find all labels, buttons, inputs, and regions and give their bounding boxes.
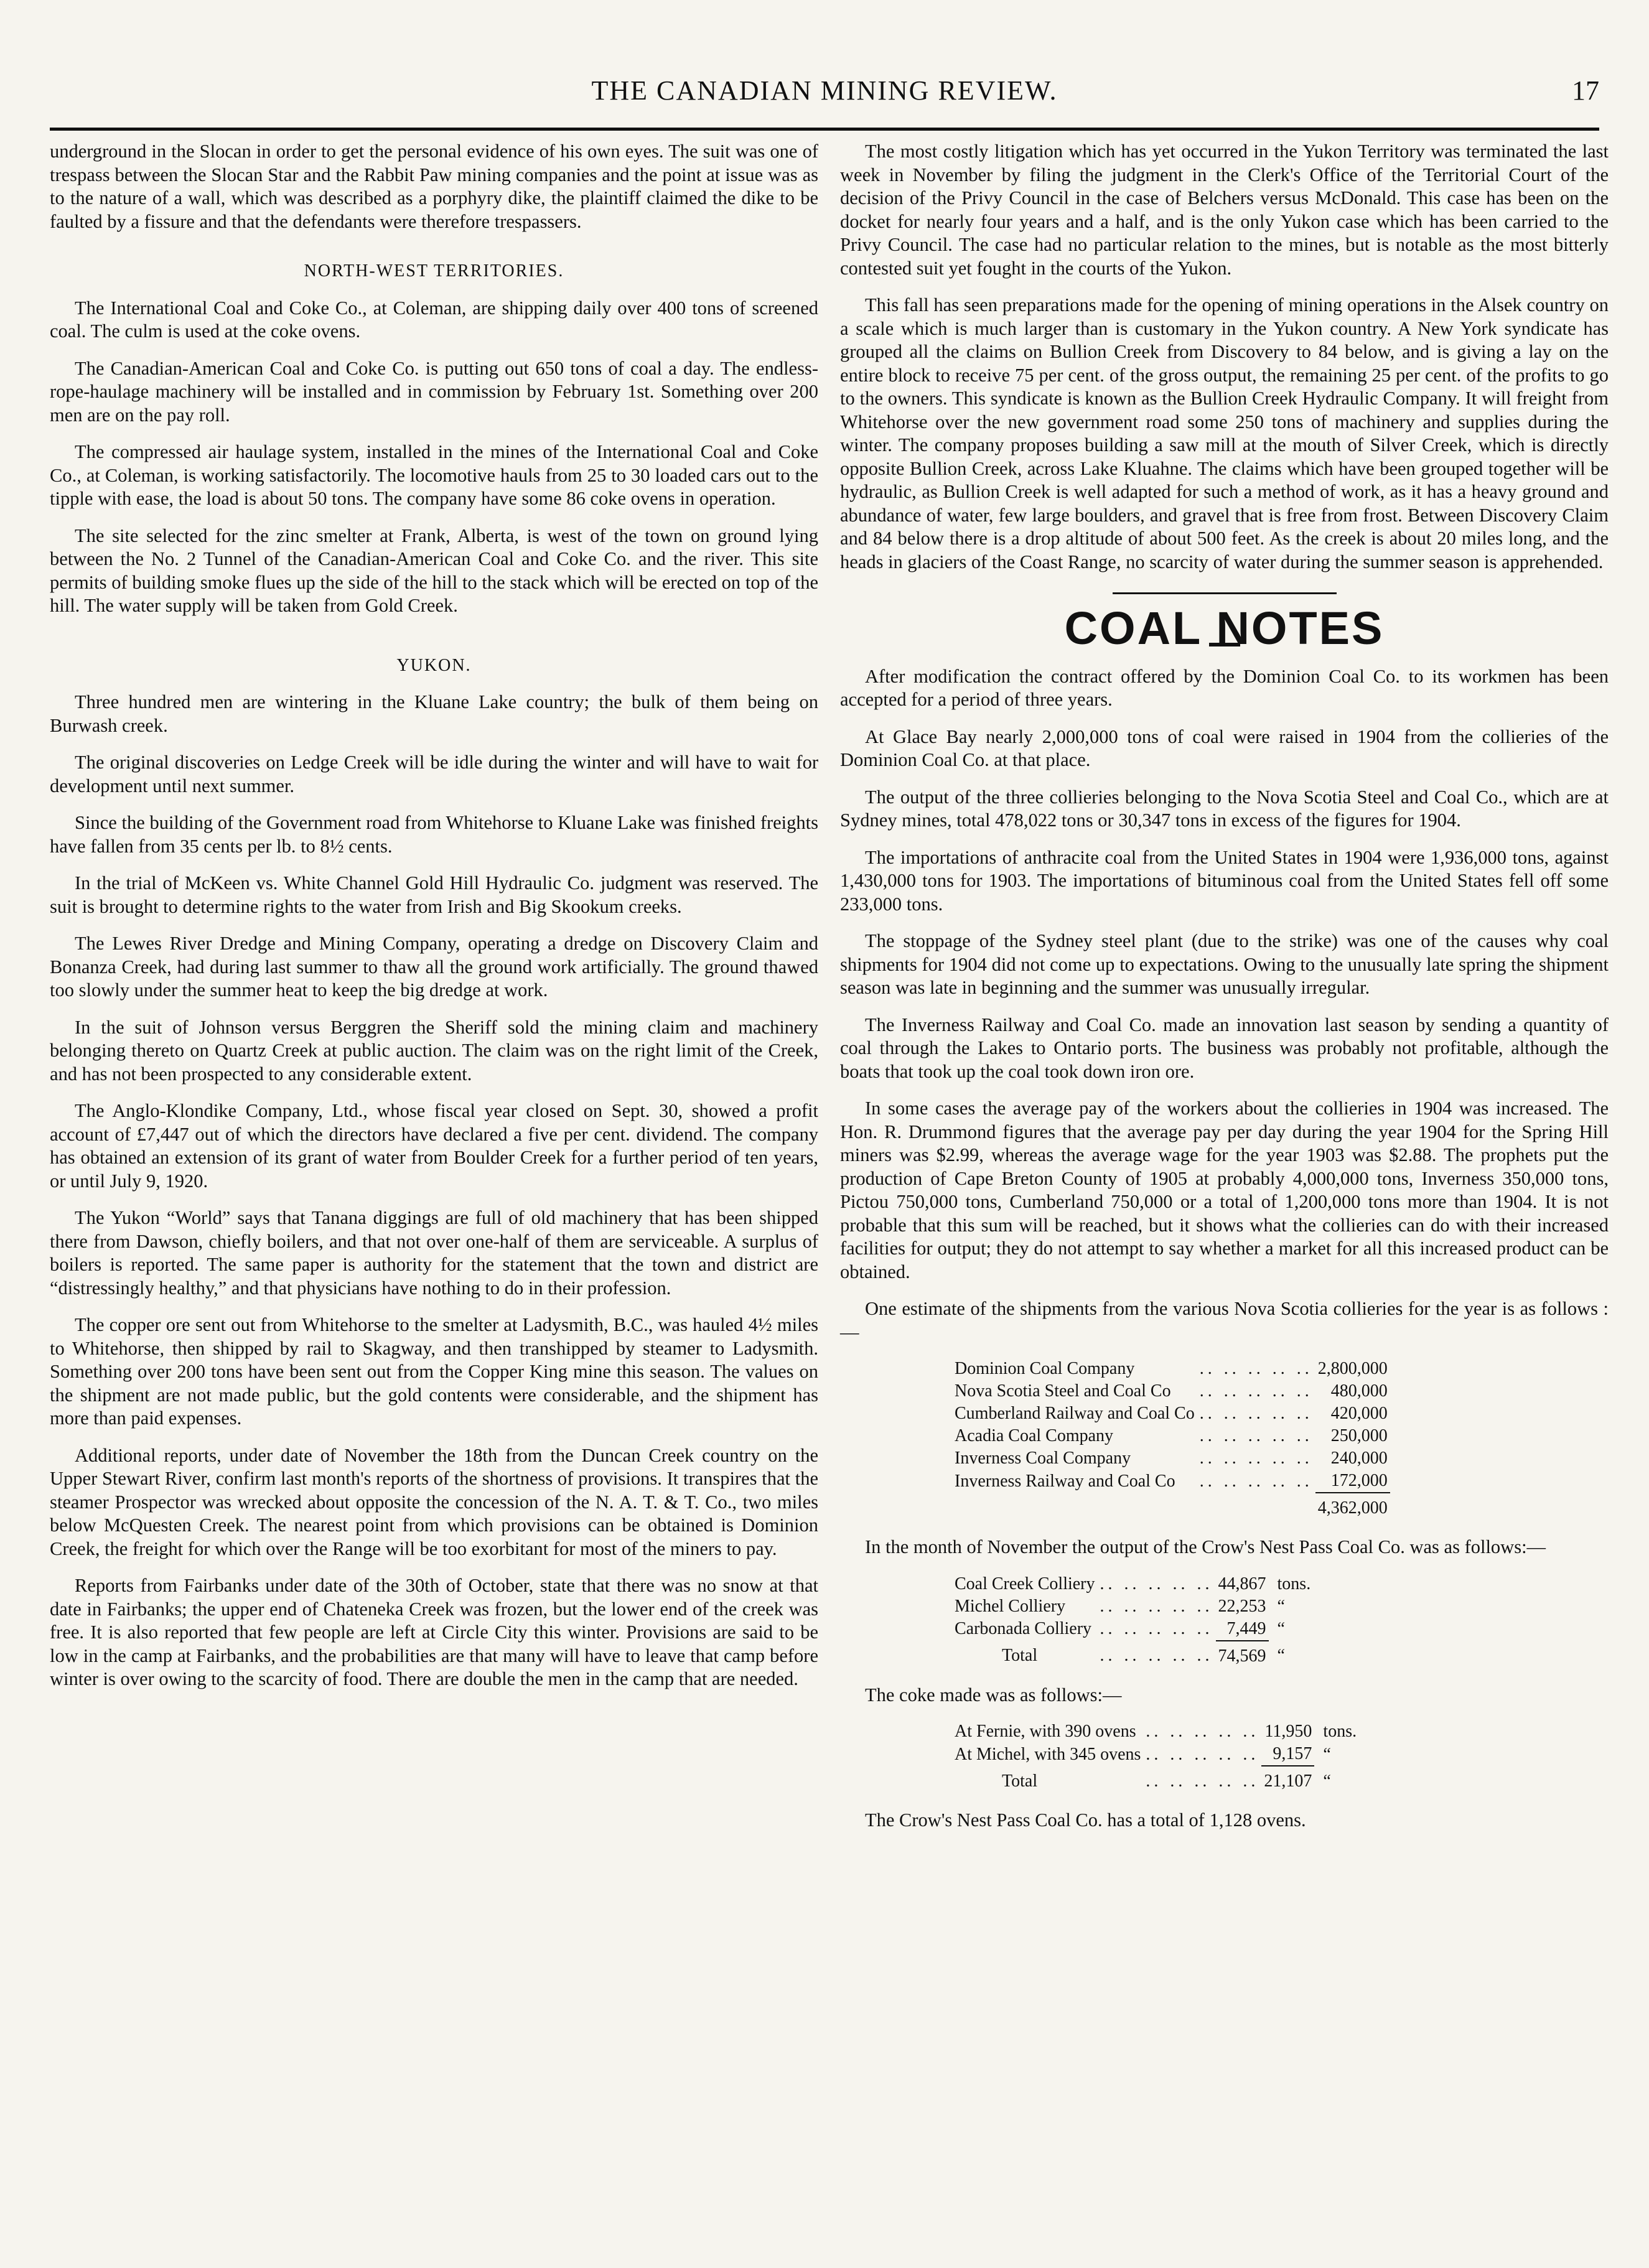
- coal-paragraph: At Glace Bay nearly 2,000,000 tons of coal were raised in 1904 from the collieries of the Dominion Coal Co. at that place.: [840, 726, 1609, 770]
- tonnage-value: 9,157: [1273, 1744, 1312, 1763]
- leader-dots: .. .. .. .. ..: [1100, 1574, 1213, 1594]
- yukon-paragraph: The Lewes River Dredge and Mining Company, operating a dredge on Discovery Claim and Bonanza Creek, had during last summer to thaw all the ground work artificially. The ground thawed too slowly under the summer heat to keep the big dredge at work.: [50, 933, 818, 1001]
- yukon-heading: YUKON.: [396, 655, 472, 675]
- total-value: 74,569: [1216, 1641, 1269, 1668]
- running-head: THE CANADIAN MINING REVIEW.: [591, 75, 1058, 106]
- yukon-paragraph: The original discoveries on Ledge Creek will be idle during the winter and will have to wait for development until next summer.: [50, 752, 818, 796]
- table-row: [952, 1447, 1390, 1470]
- yukon-paragraph: In the trial of McKeen vs. White Channel Gold Hill Hydraulic Co. judgment was reserved. The suit is brought to determine rights to the water from Irish and Big Skookum creeks.: [50, 872, 818, 917]
- tonnage-value: 250,000: [1330, 1426, 1388, 1445]
- unit-label: tons.: [1277, 1574, 1311, 1594]
- coal-paragraph: The Inverness Railway and Coal Co. made an innovation last season by sending a quantity of coal through the Lakes to Ontario ports. The business was probably not profitable, although the boats that took up the coal took down iron ore.: [840, 1014, 1609, 1082]
- nova-scotia-table: [952, 1358, 1390, 1519]
- colliery-name: Coal Creek Colliery: [955, 1574, 1095, 1594]
- right-column: [840, 140, 1609, 1846]
- yukon-paragraph: In the suit of Johnson versus Berggren the Sheriff sold the mining claim and machinery belonging thereto on Quartz Creek at public auction. The claim was on the right limit of the Creek, and has not been prospected to any considerable extent.: [50, 1016, 818, 1085]
- yukon-paragraph: The most costly litigation which has yet occurred in the Yukon Territory was terminated the last week in November by filing the judgment in the Clerk's Office of the Territorial Court of the decision of the Privy Council in the case of Belchers versus McDonald. This case has been on the docket for nearly four years and a half, and is the only Yukon case which has been carried to the Privy Council. The case had no particular relation to the mines, but is notable as the most bitterly contested suit yet fought in the courts of the Yukon.: [840, 141, 1609, 279]
- yukon-paragraph: This fall has seen preparations made for the opening of mining operations in the Alsek country on a scale which is much larger than is customary in the Yukon country. A New York syndicate has grouped all the claims on Bullion Creek from Discovery to 84 below, and is giving a lay on the entire block to receive 75 per cent. of the gross output, the remaining 25 per cent. of the profits to go to the owners. This syndicate is known as the Bullion Creek Hydraulic Company. It will freight from Whitehorse over the new government road some 250 tons of machinery and supplies during the winter. The company proposes building a saw mill at the mouth of Silver Creek, which is directly opposite Bullion Creek, across Lake Kluahne. The claims which have been grouped together will be hydraulic, as Bullion Creek is well adapted for such a method of work, as it has a heavy ground and abundance of water, few large boulders, and gravel that is free from frost. Between Discovery Claim and 84 below there is a drop altitude of about 500 feet. As the creek is about 20 miles long, and the heads in glaciers of the Coast Range, no scarcity of water during the summer season is apprehended.: [840, 294, 1609, 572]
- left-column: [50, 140, 818, 1705]
- yukon-paragraph: The Yukon “World” says that Tanana diggings are full of old machinery that has been shipped there from Dawson, chiefly boilers, and that not over one-half of them are serviceable. A surplus of boilers is reported. The same paper is authority for the statement that the town and district are “distressingly healthy,” and that physicians have nothing to do in their profession.: [50, 1207, 818, 1299]
- nwt-paragraph: The Canadian-American Coal and Coke Co. is putting out 650 tons of coal a day. The endless-rope-haulage machinery will be installed and in commission by February 1st. Something over 200 men are on the pay roll.: [50, 357, 818, 426]
- page-header: [50, 75, 1599, 118]
- leader-dots: .. .. .. .. ..: [1199, 1381, 1313, 1401]
- tonnage-value: 2,800,000: [1317, 1359, 1388, 1378]
- coal-paragraph: The importations of anthracite coal from the United States in 1904 were 1,936,000 tons, against 1,430,000 tons for 1903. The importations of bituminous coal from the United States fell off some 233,000 tons.: [840, 846, 1609, 915]
- nwt-paragraph: The site selected for the zinc smelter at Frank, Alberta, is west of the town on ground lying between the No. 2 Tunnel of the Canadian-American Coal and Coke Co. and the river. This site permits of building smoke flues up the side of the hill to the stack which will be erected on top of the hill. The water supply will be taken from Gold Creek.: [50, 525, 818, 616]
- leader-dots: .. .. .. .. ..: [1100, 1619, 1213, 1638]
- nwt-paragraph: The compressed air haulage system, installed in the mines of the International Coal and Coke Co., at Coleman, is working satisfactorily. The locomotive hauls from 25 to 30 loaded cars out to the tipple with ease, the load is about 50 tons. The company have some 86 coke ovens in operation.: [50, 441, 818, 509]
- coke-intro: The coke made was as follows:—: [865, 1684, 1122, 1706]
- coal-notes-heading: COAL NOTES: [1064, 602, 1385, 654]
- yukon-paragraph: Reports from Fairbanks under date of the 30th of October, state that there was no snow at that date in Fairbanks; the upper end of Chateneka Creek was frozen, but the lower end of the creek was free. It is also reported that few people are left at Circle City this winter. Provisions are said to be low in the camp at Fairbanks, and the probabilities are that many will have to leave that camp before winter is over owing to the scarcity of food. There are double the men in the camp that are needed.: [50, 1575, 818, 1689]
- closing-line: The Crow's Nest Pass Coal Co. has a total of 1,128 ovens.: [865, 1809, 1306, 1831]
- table-row: [952, 1743, 1359, 1766]
- slocan-paragraph: underground in the Slocan in order to get the personal evidence of his own eyes. The suit was one of trespass between the Slocan Star and the Rabbit Paw mining companies and the point at issue was as to the nature of a wall, which was described as a porphyry dike, the plaintiff claimed the dike to be faulted by a fissure and that the defendants were therefore trespassers.: [50, 141, 818, 232]
- colliery-name: Dominion Coal Company: [955, 1359, 1135, 1378]
- leader-dots: .. .. .. .. ..: [1199, 1359, 1313, 1378]
- table-total-row: [952, 1493, 1390, 1519]
- tonnage-value: 480,000: [1330, 1381, 1388, 1401]
- crows-nest-intro: In the month of November the output of the Crow's Nest Pass Coal Co. was as follows:—: [865, 1536, 1546, 1557]
- tonnage-value: 420,000: [1330, 1404, 1388, 1423]
- tonnage-value: 7,449: [1226, 1618, 1266, 1638]
- leader-dots: .. .. .. .. ..: [1146, 1722, 1259, 1741]
- nwt-heading: NORTH-WEST TERRITORIES.: [304, 261, 564, 281]
- coal-paragraph: After modification the contract offered by the Dominion Coal Co. to its workmen has been accepted for a period of three years.: [840, 665, 1609, 710]
- table-total-row: [952, 1766, 1359, 1793]
- coke-works-name: At Fernie, with 390 ovens: [955, 1722, 1136, 1741]
- table-total-row: [952, 1641, 1313, 1668]
- colliery-name: Inverness Railway and Coal Co: [955, 1471, 1175, 1491]
- colliery-name: Inverness Coal Company: [955, 1449, 1131, 1468]
- table-row: [952, 1720, 1359, 1743]
- table-row: [952, 1618, 1313, 1641]
- coal-paragraph: In some cases the average pay of the workers about the collieries in 1904 was increased. The Hon. R. Drummond figures that the average pay per day during the year 1904 for the Spring Hill miners was $2.99, whereas the average wage for the year 1903 was $2.88. The prophets put the production of Cape Breton County of 1905 at probably 4,000,000 tons, Inverness 350,000 tons, Pictou 750,000 tons, Cumberland 750,000 or a total of 1,200,000 tons more than 1904. It is not probable that this sum will be reached, but it shows what the collieries can do with their increased facilities for output; they do not attempt to say whether a market for all this increased product can be obtained.: [840, 1098, 1609, 1282]
- coal-paragraph: The output of the three collieries belonging to the Nova Scotia Steel and Coal Co., which are at Sydney mines, total 478,022 tons or 30,347 tons in excess of the figures for 1904.: [840, 786, 1609, 831]
- unit-label: “: [1323, 1771, 1331, 1791]
- colliery-name: Michel Colliery: [955, 1596, 1066, 1616]
- tonnage-value: 11,950: [1264, 1722, 1312, 1741]
- leader-dots: .. .. .. .. ..: [1199, 1404, 1313, 1423]
- colliery-name: Acadia Coal Company: [955, 1426, 1114, 1445]
- page-number: 17: [1572, 75, 1599, 106]
- colliery-name: Carbonada Colliery: [955, 1619, 1092, 1638]
- leader-dots: .. .. .. .. ..: [1199, 1449, 1313, 1468]
- yukon-paragraph: Three hundred men are wintering in the Kluane Lake country; the bulk of them being on Burwash creek.: [50, 691, 818, 736]
- yukon-paragraph: The copper ore sent out from Whitehorse to the smelter at Ladysmith, B.C., was hauled 4½ miles to Whitehorse, then shipped by rail to Skagway, and then transhipped by steamer to Ladysmith. Something over 200 tons have been sent out from the Copper King mine this season. The values on the shipment are not made public, but the gold contents were considerable, and the shipment has more than paid expenses.: [50, 1314, 818, 1429]
- unit-label: “: [1277, 1619, 1285, 1638]
- yukon-paragraph: Additional reports, under date of November the 18th from the Duncan Creek country on the Upper Stewart River, confirm last month's reports of the shortness of provisions. It transpires that the steamer Prospector was wrecked about opposite the concession of the N. A. T. & T. Co., two miles below McQuesten Creek. The nearest point from which provisions can be obtained is Dominion Creek, the freight for which over the Range will be too exorbitant for most of the miners to pay.: [50, 1444, 818, 1559]
- table-row: [952, 1402, 1390, 1425]
- total-value: 21,107: [1261, 1766, 1314, 1793]
- colliery-name: Nova Scotia Steel and Coal Co: [955, 1381, 1171, 1401]
- tonnage-value: 44,867: [1218, 1574, 1266, 1594]
- unit-label: “: [1277, 1596, 1285, 1616]
- unit-label: “: [1277, 1646, 1285, 1665]
- table-row: [952, 1573, 1313, 1595]
- header-rule: [50, 128, 1599, 131]
- tonnage-value: 22,253: [1218, 1596, 1266, 1616]
- leader-dots: .. .. .. .. ..: [1199, 1426, 1313, 1445]
- yukon-paragraph: The Anglo-Klondike Company, Ltd., whose fiscal year closed on Sept. 30, showed a profit account of £7,447 out of which the directors have declared a five per cent. dividend. The company has obtained an extension of its grant of water from Boulder Creek for a further period of ten years, or until July 9, 1920.: [50, 1100, 818, 1192]
- unit-label: tons.: [1323, 1722, 1357, 1741]
- coke-works-name: At Michel, with 345 ovens: [955, 1744, 1141, 1764]
- coal-paragraph: The stoppage of the Sydney steel plant (due to the strike) was one of the causes why coal shipments for 1904 did not come up to expectations. Owing to the unusually late spring the shipment season was late in beginning and the summer was unusually irregular.: [840, 930, 1609, 998]
- leader-dots: .. .. .. .. ..: [1199, 1471, 1313, 1491]
- table-row: [952, 1358, 1390, 1380]
- table-row: [952, 1380, 1390, 1402]
- coke-table: [952, 1720, 1359, 1793]
- colliery-name: Cumberland Railway and Coal Co: [955, 1404, 1195, 1423]
- total-label: Total: [1002, 1646, 1038, 1665]
- leader-dots: .. .. .. .. ..: [1146, 1771, 1259, 1791]
- unit-label: “: [1323, 1744, 1331, 1764]
- total-value: 4,362,000: [1315, 1493, 1390, 1519]
- nova-scotia-intro: One estimate of the shipments from the various Nova Scotia collieries for the year is as follows :—: [840, 1298, 1609, 1343]
- tonnage-value: 172,000: [1330, 1471, 1388, 1490]
- leader-dots: .. .. .. .. ..: [1100, 1646, 1213, 1665]
- leader-dots: .. .. .. .. ..: [1146, 1744, 1259, 1764]
- tonnage-value: 240,000: [1330, 1449, 1388, 1468]
- section-divider: [1113, 592, 1337, 594]
- table-row: [952, 1470, 1390, 1493]
- crows-nest-table: [952, 1573, 1313, 1668]
- table-row: [952, 1595, 1313, 1618]
- leader-dots: .. .. .. .. ..: [1100, 1596, 1213, 1616]
- total-label: Total: [1002, 1771, 1038, 1791]
- nwt-paragraph: The International Coal and Coke Co., at Coleman, are shipping daily over 400 tons of screened coal. The culm is used at the coke ovens.: [50, 297, 818, 342]
- table-row: [952, 1425, 1390, 1447]
- yukon-paragraph: Since the building of the Government road from Whitehorse to Kluane Lake was finished freights have fallen from 35 cents per lb. to 8½ cents.: [50, 812, 818, 857]
